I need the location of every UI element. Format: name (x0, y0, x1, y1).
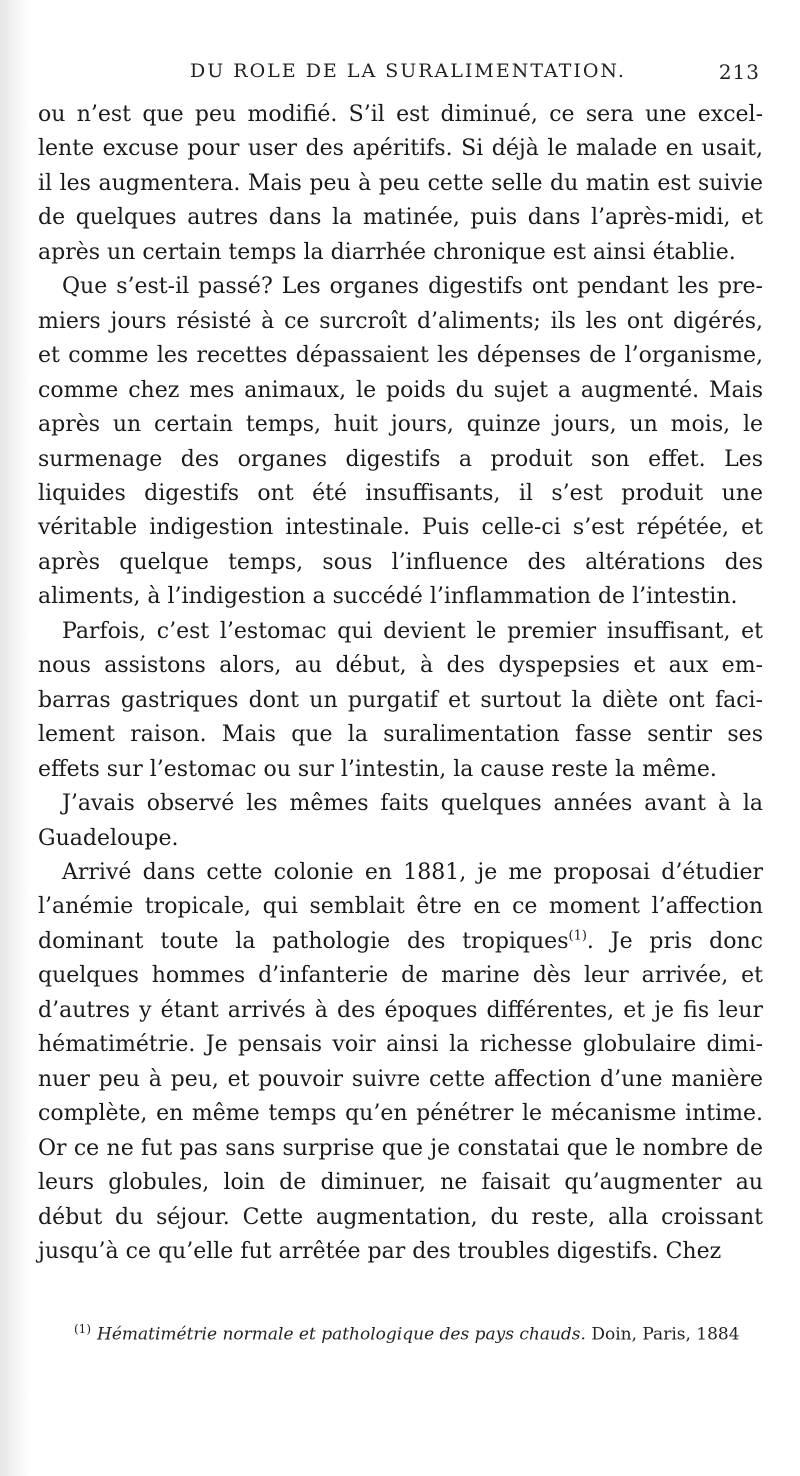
paragraph: ou n’est que peu modifié. S’il est diminué, ce sera une excel-lente excuse pour user des apéritifs. Si déjà le malade en usait, il les augmentera. Mais peu à peu cette selle du matin est suivie de quelques autres dans la matinée, puis dans l’après-midi, et après un certain temps la diarrhée chronique est ainsi établie. (38, 102, 763, 265)
paragraph-text: . Je pris donc quelques hommes d’infanterie de marine dès leur arrivée, et d’autres y étant arrivés à des époques différentes, et je fis leur hématimétrie. Je pensais voir ainsi la richesse globulaire dimi-nuer peu à peu, et pouvoir suivre cette affection d’une manière complète, en même temps qu’en pénétrer le mécanisme intime. Or ce ne fut pas sans surprise que je constatai que le nombre de leurs globules, loin de diminuer, ne faisait qu’augmenter au début du séjour. Cette augmentation, du reste, alla croissant jusqu’à ce qu’elle fut arrêtée par des troubles digestifs. Chez (38, 928, 763, 1264)
page-header (40, 60, 760, 90)
paragraph (38, 856, 763, 1269)
page-edge-shadow (0, 0, 30, 1476)
footnote-title: Hématimétrie normale et pathologique des pays chauds. (97, 1324, 586, 1345)
running-head: DU ROLE DE LA SURALIMENTATION. (190, 60, 626, 82)
paragraph: J’avais observé les mêmes faits quelques années avant à la Guadeloupe. (38, 791, 763, 851)
paragraph: Que s’est-il passé? Les organes digestifs ont pendant les pre-miers jours résisté à ce surcroît d’aliments; ils les ont digérés, et comme les recettes dépassaient les dépenses de l’organisme, comme chez mes animaux, le poids du sujet a augmenté. Mais après un certain temps, huit jours, quinze jours, un mois, le surmenage des organes digestifs a produit son effet. Les liquides digestifs ont été insuffisants, il s’est produit une véritable indigestion intestinale. Puis celle-ci s’est répétée, et après quelque temps, sous l’influence des altérations des aliments, à l’indigestion a succédé l’inflammation de l’intestin. (38, 274, 763, 610)
paragraph-text: Arrivé dans cette colonie en 1881, je me proposai d’étudier l’anémie tropicale, qui semblait être en ce moment l’affection dominant toute la pathologie des tropiques (38, 859, 763, 954)
page-number: 213 (718, 60, 760, 84)
paragraph: Parfois, c’est l’estomac qui devient le premier insuffisant, et nous assistons alors, au début, à des dyspepsies et aux em-barras gastriques dont un purgatif et surtout la diète ont faci-lement raison. Mais que la suralimentation fasse sentir ses effets sur l’estomac ou sur l’intestin, la cause reste la même. (38, 618, 763, 782)
body-text (38, 98, 763, 1269)
footnote-reference: (1) (568, 928, 587, 944)
footnote-mark: (1) (74, 1322, 91, 1336)
footnote-publisher: Doin, Paris, 1884 (585, 1324, 740, 1345)
footnote (74, 1322, 764, 1345)
